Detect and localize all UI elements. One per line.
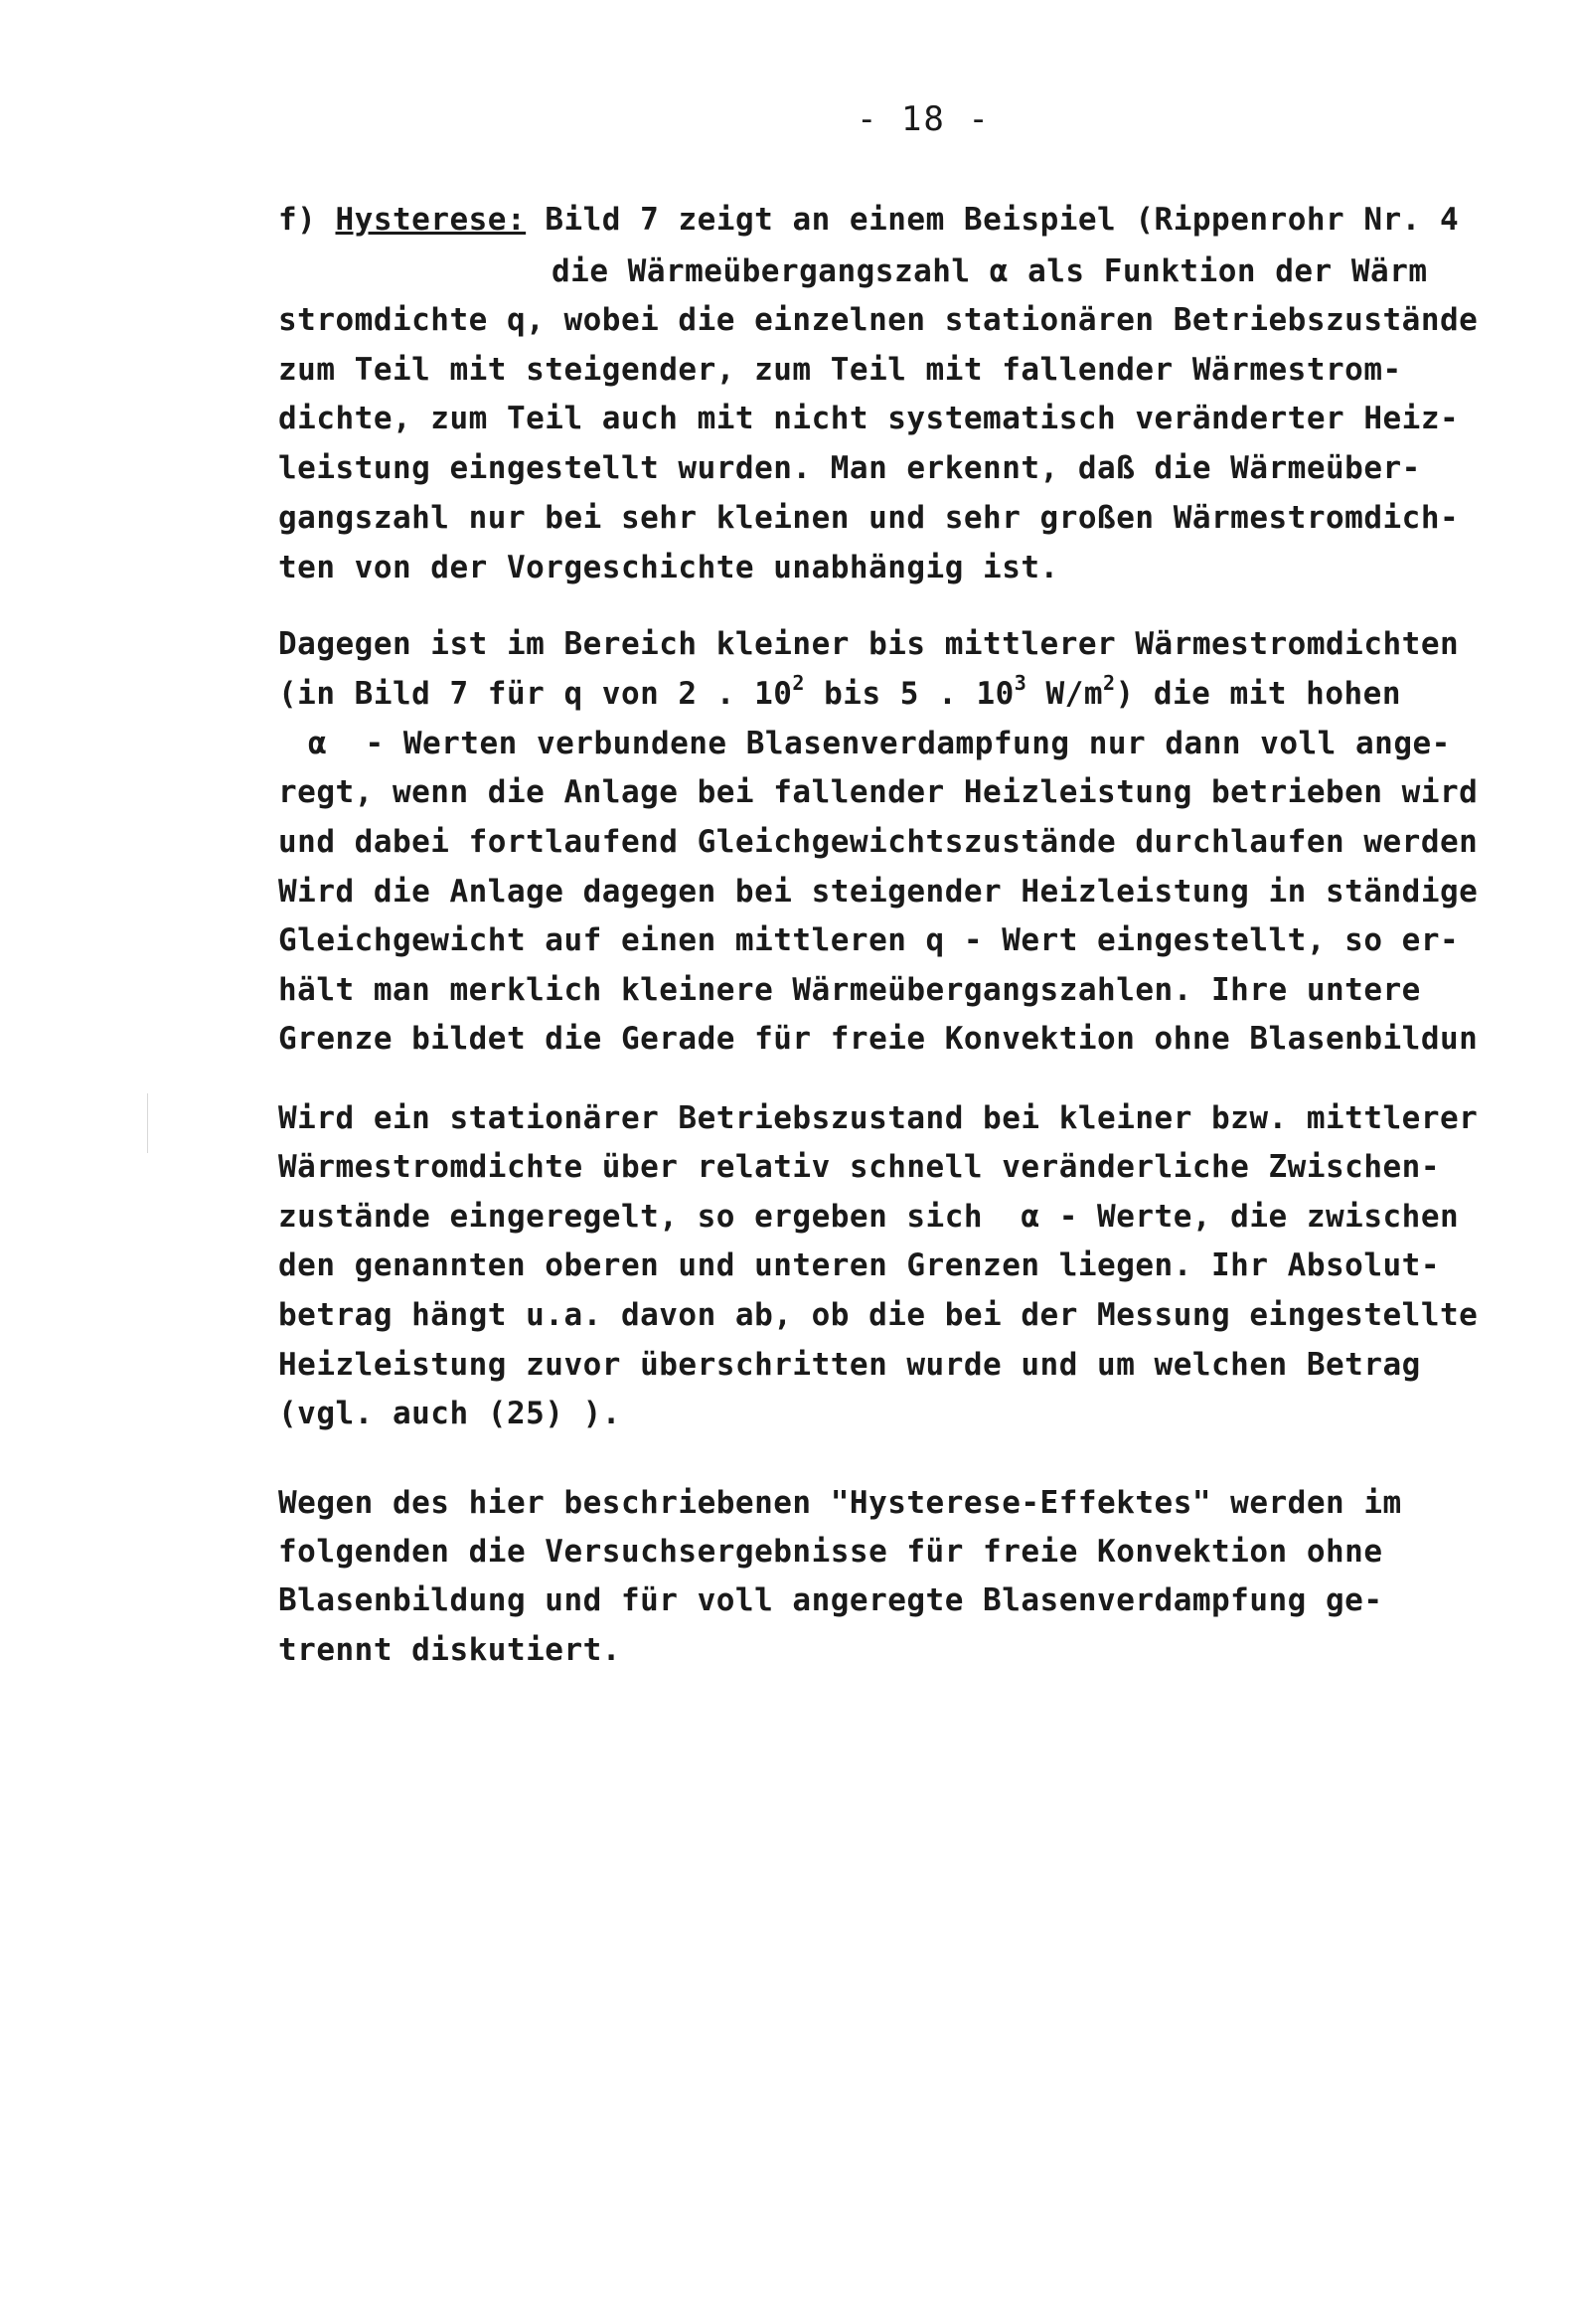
paragraph-2-line-3: α - Werten verbundene Blasenverdampfung nur dann voll ange- <box>308 726 1451 761</box>
text-fragment: (in Bild 7 für q von 2 . 10 <box>278 676 793 712</box>
paragraph-1-line-1-text: Bild 7 zeigt an einem Beispiel (Rippenrohr Nr. 4 <box>545 202 1460 238</box>
paragraph-2-line-8: hält man merklich kleinere Wärmeübergangszahlen. Ihre untere <box>278 972 1421 1008</box>
paragraph-2-line-7: Gleichgewicht auf einen mittleren q - Wert eingestellt, so er- <box>278 922 1460 958</box>
text-fragment: W/m <box>1026 676 1103 712</box>
paragraph-2-line-5: und dabei fortlaufend Gleichgewichtszustände durchlaufen werden <box>278 824 1479 860</box>
exponent: 2 <box>792 671 805 695</box>
paragraph-1-line-5: dichte, zum Teil auch mit nicht systematisch veränderter Heiz- <box>278 401 1460 436</box>
paragraph-3-line-3: zustände eingeregelt, so ergeben sich α - Werte, die zwischen <box>278 1199 1460 1235</box>
paragraph-3-line-2: Wärmestromdichte über relativ schnell veränderliche Zwischen- <box>278 1149 1440 1185</box>
paragraph-3-line-7: (vgl. auch (25) ). <box>278 1396 621 1431</box>
paragraph-1-line-4: zum Teil mit steigender, zum Teil mit fallender Wärmestrom- <box>278 352 1402 388</box>
paragraph-2-line-1: Dagegen ist im Bereich kleiner bis mittlerer Wärmestromdichten <box>278 626 1460 662</box>
exponent: 2 <box>1102 671 1116 695</box>
section-heading: Hysterese: <box>335 202 527 238</box>
paragraph-4-line-3: Blasenbildung und für voll angeregte Blasenverdampfung ge- <box>278 1582 1383 1618</box>
paragraph-1-line-8: ten von der Vorgeschichte unabhängig ist. <box>278 550 1059 585</box>
margin-mark <box>147 1093 148 1153</box>
paragraph-1-line-3: stromdichte q, wobei die einzelnen stationären Betriebszustände <box>278 302 1479 338</box>
paragraph-2-line-6: Wird die Anlage dagegen bei steigender Heizleistung in ständige <box>278 874 1479 910</box>
text-fragment: ) die mit hohen <box>1115 676 1401 712</box>
page-number: - 18 - <box>857 99 991 139</box>
paragraph-3-line-4: den genannten oberen und unteren Grenzen liegen. Ihr Absolut- <box>278 1247 1440 1283</box>
section-label: f) <box>278 202 317 238</box>
exponent: 3 <box>1014 671 1027 695</box>
paragraph-4-line-2: folgenden die Versuchsergebnisse für freie Konvektion ohne <box>278 1534 1383 1570</box>
paragraph-2-line-9: Grenze bildet die Gerade für freie Konvektion ohne Blasenbildun <box>278 1021 1479 1057</box>
paragraph-2-line-2 <box>278 671 1401 712</box>
text-fragment: bis 5 . 10 <box>804 676 1015 712</box>
paragraph-4-line-1: Wegen des hier beschriebenen "Hysterese-Effektes" werden im <box>278 1485 1402 1521</box>
paragraph-3-line-5: betrag hängt u.a. davon ab, ob die bei der Messung eingestellte <box>278 1297 1479 1333</box>
paragraph-4-line-4: trennt diskutiert. <box>278 1632 621 1668</box>
paragraph-2-line-4: regt, wenn die Anlage bei fallender Heizleistung betrieben wird <box>278 774 1479 810</box>
paragraph-1-line-7: gangszahl nur bei sehr kleinen und sehr großen Wärmestromdich- <box>278 500 1460 536</box>
paragraph-1-line-2: die Wärmeübergangszahl α als Funktion der Wärm <box>552 253 1428 289</box>
paragraph-3-line-1: Wird ein stationärer Betriebszustand bei kleiner bzw. mittlerer <box>278 1100 1479 1136</box>
paragraph-3-line-6: Heizleistung zuvor überschritten wurde und um welchen Betrag <box>278 1347 1421 1383</box>
paragraph-1-line-6: leistung eingestellt wurden. Man erkennt, daß die Wärmeüber- <box>278 450 1421 486</box>
paragraph-1-line-1 <box>278 202 1460 238</box>
